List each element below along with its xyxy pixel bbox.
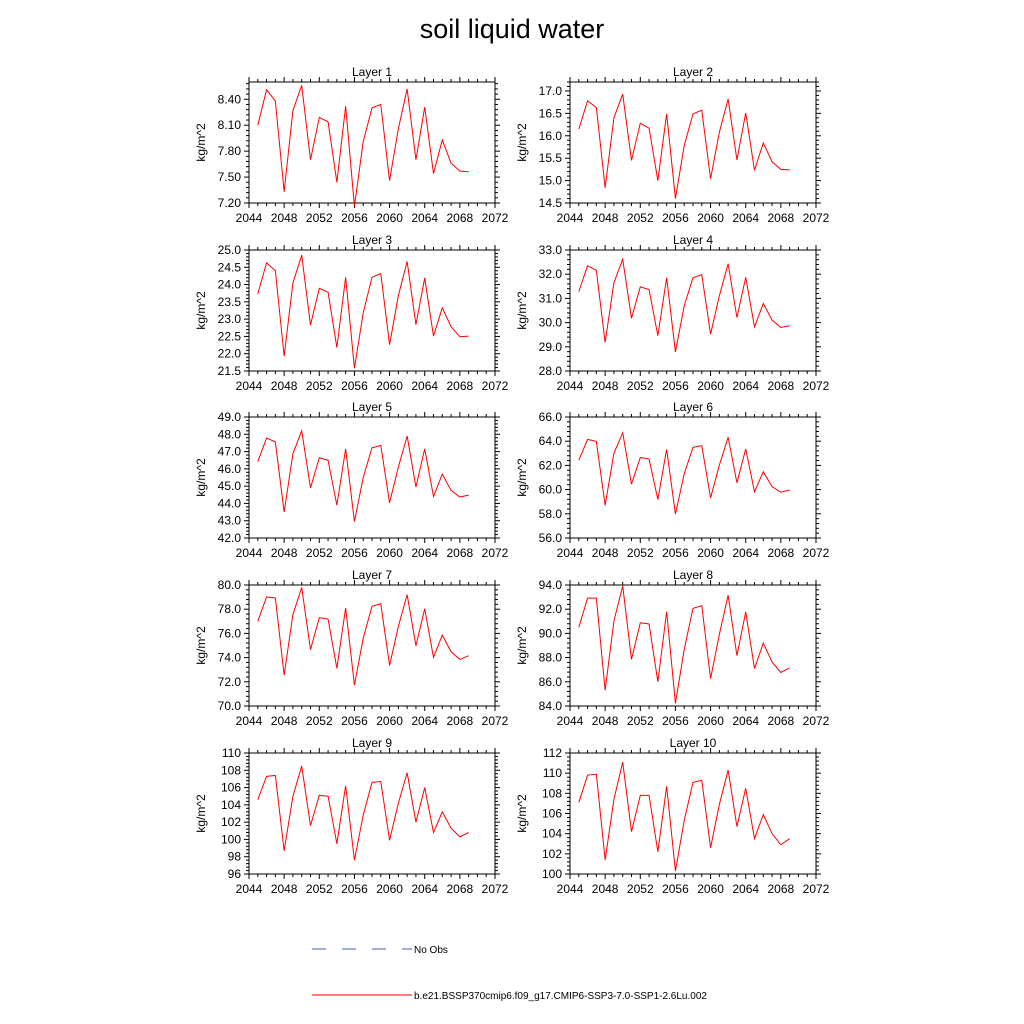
x-tick-label: 2064 [411, 211, 439, 225]
x-tick-label: 2072 [481, 546, 509, 560]
y-tick-label: 74.0 [217, 650, 241, 665]
y-tick-label: 108 [541, 786, 562, 801]
y-tick-label: 31.0 [538, 291, 562, 306]
x-tick-label: 2060 [697, 714, 724, 728]
panel-title: Layer 7 [351, 568, 393, 582]
y-tick-label: 45.0 [217, 479, 241, 494]
panel-title: Layer 9 [351, 736, 393, 750]
x-tick-label: 2060 [376, 211, 403, 225]
x-tick-label: 2044 [556, 211, 584, 225]
y-tick-label: 48.0 [217, 427, 241, 442]
x-tick-label: 2060 [697, 546, 724, 560]
x-tick-label: 2048 [270, 211, 298, 225]
y-axis-label: kg/m^2 [194, 626, 208, 665]
x-tick-label: 2044 [235, 379, 263, 393]
y-tick-label: 17.0 [538, 83, 562, 98]
panel-layer-10 [515, 736, 830, 896]
panel-layer-5 [194, 400, 509, 560]
panel-layer-9 [194, 736, 509, 896]
x-tick-label: 2044 [556, 379, 584, 393]
x-tick-label: 2068 [767, 714, 795, 728]
y-axis-label: kg/m^2 [194, 458, 208, 497]
plot-frame [570, 585, 816, 706]
y-tick-label: 22.5 [217, 329, 241, 344]
x-tick-label: 2064 [411, 546, 439, 560]
y-tick-label: 90.0 [538, 626, 562, 641]
x-tick-label: 2064 [411, 882, 439, 896]
y-tick-label: 96 [227, 867, 241, 881]
y-tick-label: 25.0 [217, 243, 241, 257]
x-tick-label: 2060 [376, 714, 403, 728]
y-tick-label: 78.0 [217, 602, 241, 617]
x-tick-label: 2060 [697, 211, 724, 225]
y-tick-label: 88.0 [538, 650, 562, 665]
y-tick-label: 24.0 [217, 277, 241, 292]
y-tick-label: 104 [220, 797, 241, 812]
plot-frame [570, 82, 816, 203]
y-axis-label: kg/m^2 [194, 123, 208, 162]
panel-title: Layer 10 [669, 736, 717, 750]
x-tick-label: 2052 [305, 379, 333, 393]
series-line [579, 94, 790, 198]
x-tick-label: 2052 [626, 379, 654, 393]
series-line [258, 766, 469, 860]
x-tick-label: 2048 [591, 379, 619, 393]
x-tick-label: 2064 [732, 882, 760, 896]
x-tick-label: 2072 [481, 714, 509, 728]
x-tick-label: 2068 [767, 546, 795, 560]
panel-layer-6 [515, 400, 830, 560]
x-tick-label: 2052 [626, 714, 654, 728]
y-tick-label: 108 [220, 763, 241, 778]
x-tick-label: 2048 [270, 379, 298, 393]
x-tick-label: 2044 [235, 882, 263, 896]
x-tick-label: 2068 [446, 546, 474, 560]
panel-title: Layer 6 [672, 400, 714, 414]
y-tick-label: 16.0 [538, 128, 562, 143]
x-tick-label: 2060 [376, 379, 403, 393]
y-axis-label: kg/m^2 [515, 794, 529, 833]
series-line [579, 586, 790, 703]
x-tick-label: 2072 [481, 379, 509, 393]
x-tick-label: 2052 [626, 882, 654, 896]
panel-layer-1 [194, 65, 509, 225]
x-tick-label: 2072 [802, 546, 830, 560]
panel-layer-8 [515, 568, 830, 728]
x-tick-label: 2052 [305, 714, 333, 728]
y-tick-label: 7.20 [217, 196, 241, 210]
plot-frame [570, 753, 816, 874]
x-tick-label: 2072 [802, 379, 830, 393]
x-tick-label: 2044 [556, 546, 584, 560]
series-line [579, 259, 790, 352]
x-tick-label: 2052 [305, 211, 333, 225]
x-tick-label: 2072 [481, 211, 509, 225]
y-tick-label: 106 [220, 780, 241, 795]
x-tick-label: 2052 [626, 546, 654, 560]
x-tick-label: 2060 [697, 882, 724, 896]
x-tick-label: 2060 [376, 546, 403, 560]
y-tick-label: 14.5 [538, 196, 562, 210]
panel-title: Layer 5 [351, 400, 393, 414]
x-tick-label: 2064 [411, 714, 439, 728]
legend-model-label: b.e21.BSSP370cmip6.f09_g17.CMIP6-SSP3-7.0-SSP1-2.6Lu.002 [414, 991, 707, 1002]
y-tick-label: 100 [541, 867, 562, 881]
plot-frame [249, 417, 495, 538]
x-tick-label: 2056 [341, 546, 368, 560]
y-tick-label: 62.0 [538, 458, 562, 473]
x-tick-label: 2068 [446, 211, 474, 225]
plot-frame [249, 585, 495, 706]
plot-frame [249, 82, 495, 203]
x-tick-label: 2068 [446, 714, 474, 728]
plot-frame [570, 250, 816, 371]
y-axis-label: kg/m^2 [515, 458, 529, 497]
plot-frame [249, 250, 495, 371]
y-tick-label: 98 [227, 849, 241, 864]
x-tick-label: 2068 [446, 882, 474, 896]
series-line [258, 255, 469, 368]
x-tick-label: 2044 [556, 714, 584, 728]
y-axis-label: kg/m^2 [515, 291, 529, 330]
x-tick-label: 2056 [662, 546, 689, 560]
panel-layer-3 [194, 233, 509, 393]
series-line [258, 431, 469, 522]
x-tick-label: 2044 [235, 714, 263, 728]
x-tick-label: 2048 [591, 546, 619, 560]
y-tick-label: 15.0 [538, 173, 562, 188]
y-tick-label: 43.0 [217, 513, 241, 528]
y-tick-label: 46.0 [217, 461, 241, 476]
y-tick-label: 21.5 [217, 364, 241, 378]
x-tick-label: 2060 [376, 882, 403, 896]
y-axis-label: kg/m^2 [194, 291, 208, 330]
figure-title: soil liquid water [419, 14, 605, 44]
x-tick-label: 2048 [270, 546, 298, 560]
x-tick-label: 2060 [697, 379, 724, 393]
y-tick-label: 110 [542, 766, 562, 781]
panel-title: Layer 2 [672, 65, 714, 79]
y-tick-label: 104 [541, 826, 562, 841]
y-tick-label: 16.5 [538, 106, 562, 121]
x-tick-label: 2064 [732, 211, 760, 225]
y-tick-label: 7.80 [217, 144, 241, 159]
series-line [579, 433, 790, 514]
x-tick-label: 2072 [802, 714, 830, 728]
y-tick-label: 8.10 [217, 118, 241, 133]
y-tick-label: 22.0 [217, 346, 241, 361]
y-tick-label: 30.0 [538, 315, 562, 330]
x-tick-label: 2052 [305, 882, 333, 896]
y-tick-label: 100 [220, 832, 241, 847]
x-tick-label: 2052 [626, 211, 654, 225]
x-tick-label: 2056 [662, 882, 689, 896]
x-tick-label: 2072 [802, 211, 830, 225]
x-tick-label: 2056 [341, 882, 368, 896]
x-tick-label: 2068 [446, 379, 474, 393]
y-tick-label: 42.0 [217, 531, 241, 545]
panel-title: Layer 8 [672, 568, 714, 582]
y-tick-label: 70.0 [217, 699, 241, 713]
panel-layer-4 [515, 233, 830, 393]
x-tick-label: 2044 [556, 882, 584, 896]
x-tick-label: 2056 [341, 714, 368, 728]
x-tick-label: 2068 [767, 211, 795, 225]
legend-obs-label: No Obs [414, 945, 448, 956]
x-tick-label: 2056 [341, 211, 368, 225]
x-tick-label: 2068 [767, 379, 795, 393]
x-tick-label: 2056 [662, 211, 689, 225]
y-tick-label: 49.0 [217, 410, 241, 424]
x-tick-label: 2044 [235, 211, 263, 225]
y-tick-label: 7.50 [217, 170, 241, 185]
x-tick-label: 2044 [235, 546, 263, 560]
x-tick-label: 2064 [732, 546, 760, 560]
x-tick-label: 2068 [767, 882, 795, 896]
y-tick-label: 76.0 [217, 626, 241, 641]
x-tick-label: 2048 [591, 882, 619, 896]
y-tick-label: 32.0 [538, 267, 562, 282]
y-tick-label: 84.0 [538, 699, 562, 713]
y-tick-label: 80.0 [217, 578, 241, 592]
series-line [258, 587, 469, 685]
plot-frame [570, 417, 816, 538]
y-tick-label: 29.0 [538, 339, 562, 354]
panel-title: Layer 1 [351, 65, 393, 79]
panel-title: Layer 4 [672, 233, 714, 247]
x-tick-label: 2048 [270, 714, 298, 728]
plot-frame [249, 753, 495, 874]
y-tick-label: 15.5 [538, 151, 562, 166]
panel-layer-7 [194, 568, 509, 728]
y-tick-label: 64.0 [538, 434, 562, 449]
y-tick-label: 92.0 [538, 602, 562, 617]
legend [312, 945, 707, 1002]
x-tick-label: 2048 [591, 211, 619, 225]
y-tick-label: 23.5 [217, 294, 241, 309]
x-tick-label: 2052 [305, 546, 333, 560]
x-tick-label: 2048 [270, 882, 298, 896]
y-tick-label: 102 [541, 846, 562, 861]
x-tick-label: 2048 [591, 714, 619, 728]
y-tick-label: 44.0 [217, 496, 241, 511]
y-tick-label: 28.0 [538, 364, 562, 378]
y-tick-label: 102 [220, 815, 241, 830]
x-tick-label: 2072 [802, 882, 830, 896]
y-tick-label: 112 [542, 746, 562, 760]
series-line [258, 85, 469, 206]
y-tick-label: 33.0 [538, 243, 562, 257]
x-tick-label: 2064 [732, 379, 760, 393]
y-tick-label: 72.0 [217, 674, 241, 689]
panel-layer-2 [515, 65, 830, 225]
y-tick-label: 24.5 [217, 260, 241, 275]
y-tick-label: 47.0 [217, 444, 241, 459]
y-tick-label: 110 [221, 746, 241, 760]
panel-title: Layer 3 [351, 233, 393, 247]
y-axis-label: kg/m^2 [515, 123, 529, 162]
y-tick-label: 66.0 [538, 410, 562, 424]
y-tick-label: 58.0 [538, 506, 562, 521]
series-line [579, 762, 790, 871]
x-tick-label: 2064 [411, 379, 439, 393]
x-tick-label: 2056 [662, 379, 689, 393]
y-tick-label: 56.0 [538, 531, 562, 545]
y-tick-label: 106 [541, 806, 562, 821]
x-tick-label: 2064 [732, 714, 760, 728]
x-tick-label: 2056 [662, 714, 689, 728]
y-tick-label: 94.0 [538, 578, 562, 592]
y-tick-label: 23.0 [217, 312, 241, 327]
y-axis-label: kg/m^2 [515, 626, 529, 665]
y-tick-label: 86.0 [538, 674, 562, 689]
y-tick-label: 8.40 [217, 92, 241, 107]
x-tick-label: 2072 [481, 882, 509, 896]
y-tick-label: 60.0 [538, 482, 562, 497]
y-axis-label: kg/m^2 [194, 794, 208, 833]
x-tick-label: 2056 [341, 379, 368, 393]
